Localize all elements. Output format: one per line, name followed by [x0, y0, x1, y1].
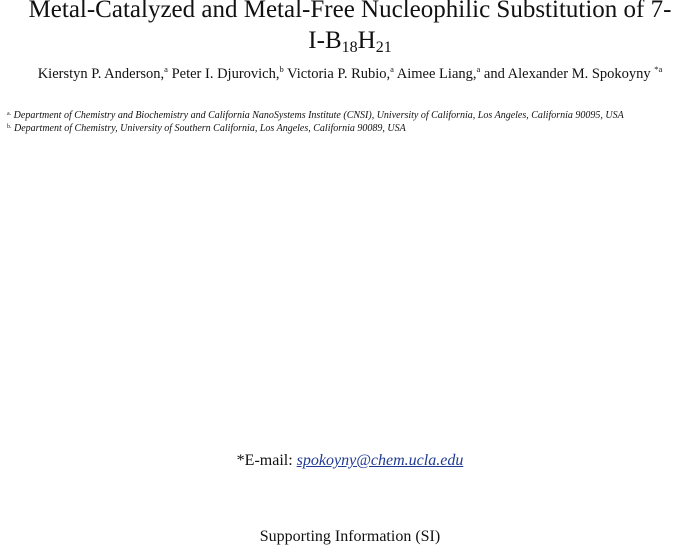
affiliation-item: [7, 122, 697, 135]
author-name: and Alexander M. Spokoyny: [483, 66, 651, 82]
email-link[interactable]: spokoyny@chem.ucla.edu: [296, 452, 464, 469]
author-affiliation-mark: b: [279, 64, 284, 74]
affiliation-item: [7, 109, 697, 122]
title-formula-subscript-boron: 18: [341, 39, 358, 56]
title-formula-hydrogen: H: [357, 27, 376, 54]
author-name: Kierstyn P. Anderson,: [37, 66, 165, 82]
title-line-1: Metal-Catalyzed and Metal-Free Nucleophilic Substitution of 7-: [28, 0, 672, 23]
author-name: Victoria P. Rubio,: [287, 66, 391, 82]
affiliation-mark: b.: [7, 124, 12, 130]
affiliation-text: Department of Chemistry, University of Southern California, Los Angeles, California 90089, USA: [14, 123, 406, 134]
author-name: Peter I. Djurovich,: [171, 66, 280, 82]
affiliation-list: [7, 109, 697, 135]
author-affiliation-mark: a: [390, 64, 394, 74]
author-affiliation-mark: a: [476, 64, 481, 74]
author-affiliation-mark: *a: [654, 64, 663, 74]
affiliation-mark: a.: [7, 111, 12, 117]
paper-title: [0, 0, 700, 56]
title-formula-prefix: I-B: [308, 27, 342, 54]
author-list: [0, 65, 700, 83]
title-line-2: [0, 25, 700, 56]
title-formula-subscript-hydrogen: 21: [375, 39, 392, 56]
contact-email: [0, 451, 700, 471]
author-affiliation-mark: a: [164, 64, 168, 74]
affiliation-text: Department of Chemistry and Biochemistry and California NanoSystems Institute (CNSI), University of California, Los Angeles, California 90095, USA: [13, 110, 624, 121]
author-name: Aimee Liang,: [396, 66, 477, 82]
supporting-information-heading: Supporting Information (SI): [259, 528, 441, 545]
email-label: *E-mail:: [236, 452, 297, 469]
